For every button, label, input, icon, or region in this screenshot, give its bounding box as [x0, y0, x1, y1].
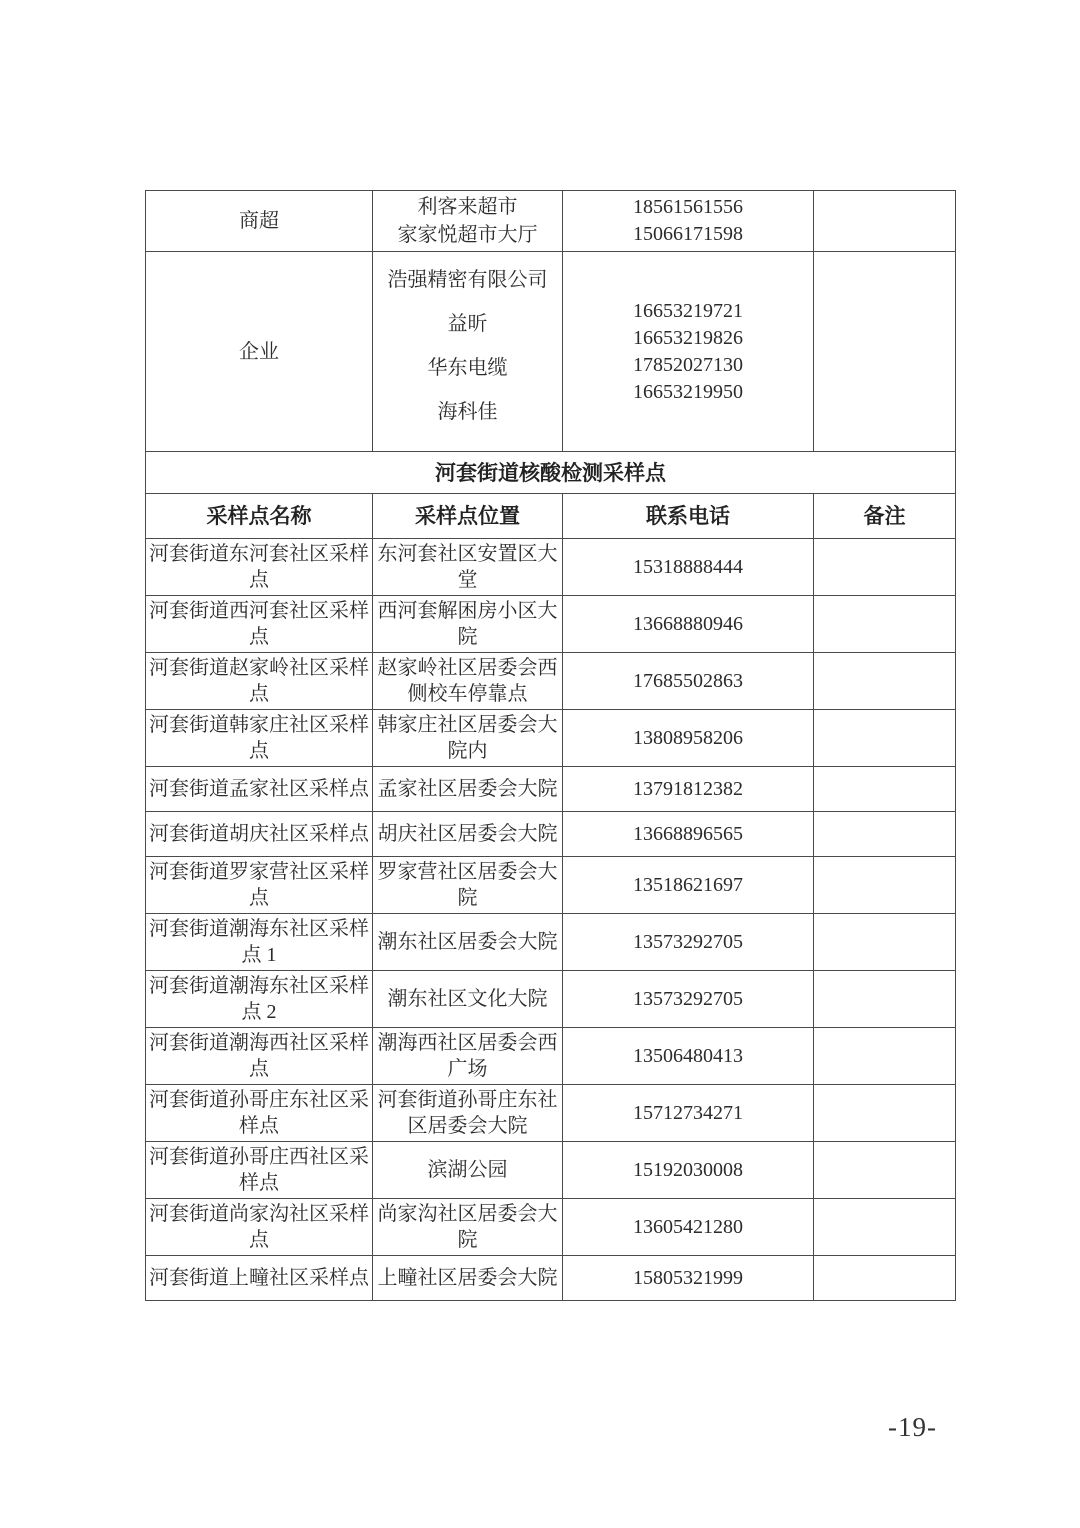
table-row: [146, 710, 956, 767]
site-name-cell: 河套街道孟家社区采样点: [146, 767, 373, 812]
site-phone-cell: 13791812382: [563, 767, 814, 812]
site-location-cell: 赵家岭社区居委会西侧校车停靠点: [373, 653, 563, 710]
column-header-location: 采样点位置: [373, 494, 563, 539]
page-number: -19-: [888, 1412, 937, 1442]
entry-line: 海科佳: [437, 400, 498, 423]
table-row: [146, 767, 956, 812]
site-name-cell: 河套街道潮海西社区采样点: [146, 1028, 373, 1085]
site-phone-cell: 17685502863: [563, 653, 814, 710]
site-location-cell: 罗家营社区居委会大院: [373, 857, 563, 914]
table-row: [146, 1199, 956, 1256]
site-note-cell: [814, 653, 956, 710]
continued-section: [146, 191, 956, 452]
column-header-note: 备注: [814, 494, 956, 539]
site-location-cell: 潮海西社区居委会西广场: [373, 1028, 563, 1085]
site-location-cell: 尚家沟社区居委会大院: [373, 1199, 563, 1256]
site-phone-cell: 13518621697: [563, 857, 814, 914]
table-row: [146, 252, 956, 452]
site-note-cell: [814, 710, 956, 767]
site-note-cell: [814, 539, 956, 596]
table-row: [146, 1142, 956, 1199]
sampling-points-table: [145, 190, 956, 1301]
site-phone-cell: 15712734271: [563, 1085, 814, 1142]
site-note-cell: [814, 971, 956, 1028]
phones-cell: [563, 191, 814, 252]
table-row: [146, 971, 956, 1028]
entries-cell: [373, 191, 563, 252]
column-header-row: [146, 494, 956, 539]
site-phone-cell: 13506480413: [563, 1028, 814, 1085]
site-phone-cell: 15192030008: [563, 1142, 814, 1199]
phone-line: 15066171598: [633, 223, 743, 245]
site-phone-cell: 15318888444: [563, 539, 814, 596]
table-row: [146, 596, 956, 653]
table-row: [146, 1085, 956, 1142]
site-location-cell: 潮东社区居委会大院: [373, 914, 563, 971]
phone-line: 18561561556: [633, 196, 743, 218]
site-location-cell: 河套街道孙哥庄东社区居委会大院: [373, 1085, 563, 1142]
entries-cell: [373, 252, 563, 452]
site-phone-cell: 15805321999: [563, 1256, 814, 1301]
site-note-cell: [814, 1142, 956, 1199]
table-row: [146, 539, 956, 596]
table-row: [146, 857, 956, 914]
site-phone-cell: 13573292705: [563, 914, 814, 971]
site-location-cell: 胡庆社区居委会大院: [373, 812, 563, 857]
phone-line: 16653219826: [633, 326, 743, 349]
table-row: [146, 812, 956, 857]
table-row: [146, 653, 956, 710]
table-row: [146, 914, 956, 971]
entry-line: 利客来超市: [417, 196, 518, 218]
site-name-cell: 河套街道韩家庄社区采样点: [146, 710, 373, 767]
site-location-cell: 西河套解困房小区大院: [373, 596, 563, 653]
site-note-cell: [814, 596, 956, 653]
entry-line: 家家悦超市大厅: [397, 224, 538, 246]
column-header-name: 采样点名称: [146, 494, 373, 539]
site-location-cell: 上疃社区居委会大院: [373, 1256, 563, 1301]
site-name-cell: 河套街道胡庆社区采样点: [146, 812, 373, 857]
note-cell: [814, 191, 956, 252]
site-location-cell: 潮东社区文化大院: [373, 971, 563, 1028]
site-phone-cell: 13808958206: [563, 710, 814, 767]
site-name-cell: 河套街道西河套社区采样点: [146, 596, 373, 653]
category-cell: 商超: [146, 191, 373, 252]
sampling-rows-section: [146, 539, 956, 1301]
phone-line: 17852027130: [633, 353, 743, 376]
section-title-row: [146, 452, 956, 494]
site-note-cell: [814, 1085, 956, 1142]
table-row: [146, 1028, 956, 1085]
site-name-cell: 河套街道罗家营社区采样点: [146, 857, 373, 914]
table-row: [146, 191, 956, 252]
site-name-cell: 河套街道尚家沟社区采样点: [146, 1199, 373, 1256]
site-location-cell: 滨湖公园: [373, 1142, 563, 1199]
site-note-cell: [814, 767, 956, 812]
site-note-cell: [814, 1028, 956, 1085]
site-phone-cell: 13668880946: [563, 596, 814, 653]
site-name-cell: 河套街道潮海东社区采样点 2: [146, 971, 373, 1028]
site-name-cell: 河套街道上疃社区采样点: [146, 1256, 373, 1301]
site-note-cell: [814, 812, 956, 857]
note-cell: [814, 252, 956, 452]
site-name-cell: 河套街道孙哥庄西社区采样点: [146, 1142, 373, 1199]
site-note-cell: [814, 857, 956, 914]
phone-line: 16653219950: [633, 380, 743, 403]
site-phone-cell: 13668896565: [563, 812, 814, 857]
site-name-cell: 河套街道东河套社区采样点: [146, 539, 373, 596]
section-header: [146, 452, 956, 539]
site-note-cell: [814, 1256, 956, 1301]
site-location-cell: 孟家社区居委会大院: [373, 767, 563, 812]
site-name-cell: 河套街道赵家岭社区采样点: [146, 653, 373, 710]
entry-line: 浩强精密有限公司: [387, 268, 548, 291]
site-note-cell: [814, 914, 956, 971]
site-name-cell: 河套街道孙哥庄东社区采样点: [146, 1085, 373, 1142]
site-phone-cell: 13605421280: [563, 1199, 814, 1256]
site-note-cell: [814, 1199, 956, 1256]
phones-cell: [563, 252, 814, 452]
table-row: [146, 1256, 956, 1301]
section-title: 河套街道核酸检测采样点: [146, 452, 956, 494]
site-location-cell: 东河套社区安置区大堂: [373, 539, 563, 596]
site-name-cell: 河套街道潮海东社区采样点 1: [146, 914, 373, 971]
site-phone-cell: 13573292705: [563, 971, 814, 1028]
entry-line: 华东电缆: [427, 356, 508, 379]
category-cell: 企业: [146, 252, 373, 452]
phone-line: 16653219721: [633, 299, 743, 322]
entry-line: 益昕: [447, 312, 488, 335]
column-header-phone: 联系电话: [563, 494, 814, 539]
site-location-cell: 韩家庄社区居委会大院内: [373, 710, 563, 767]
